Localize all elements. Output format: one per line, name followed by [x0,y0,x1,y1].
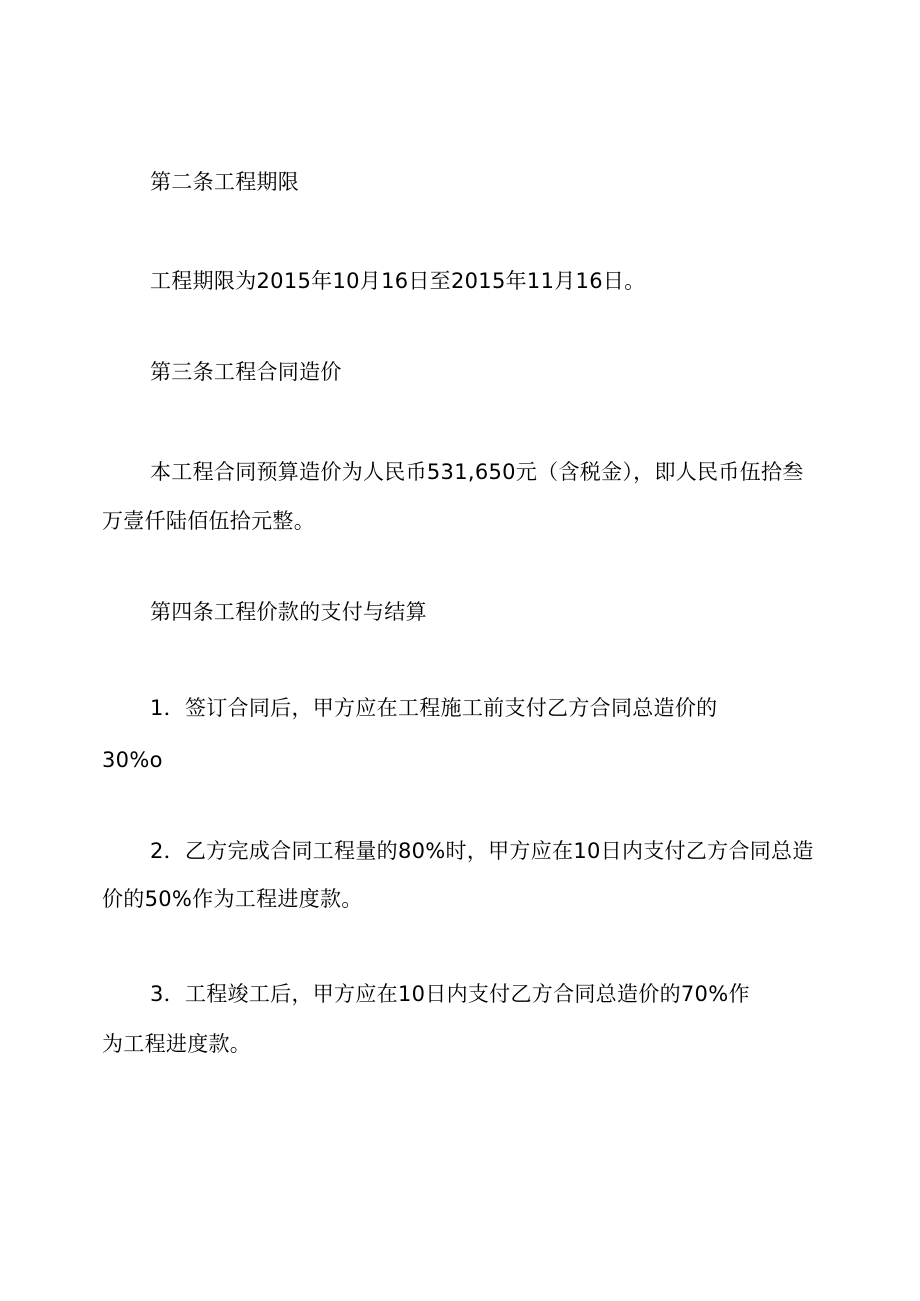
article-3-text-line-2: 万壹仟陆佰伍拾元整。 [102,509,315,533]
article-4-item-2-line-1: 2．乙方完成合同工程量的80%时，甲方应在10日内支付乙方合同总造 [150,839,814,863]
article-4-item-3-line-2: 为工程进度款。 [102,1032,252,1056]
article-2-heading: 第二条工程期限 [150,170,300,194]
article-3-text-line-1: 本工程合同预算造价为人民币531,650元（含税金），即人民币伍拾叁 [150,460,804,484]
article-3-heading: 第三条工程合同造价 [150,360,342,384]
article-4-item-3-line-1: 3．工程竣工后，甲方应在10日内支付乙方合同总造价的70%作 [150,982,750,1006]
article-4-item-1-line-2: 30%o [102,748,163,772]
article-4-heading: 第四条工程价款的支付与结算 [150,600,427,624]
article-4-item-1-line-1: 1．签订合同后，甲方应在工程施工前支付乙方合同总造价的 [150,696,718,720]
article-4-item-2-line-2: 价的50%作为工程进度款。 [102,887,363,911]
article-2-text: 工程期限为2015年10月16日至2015年11月16日。 [150,269,646,293]
